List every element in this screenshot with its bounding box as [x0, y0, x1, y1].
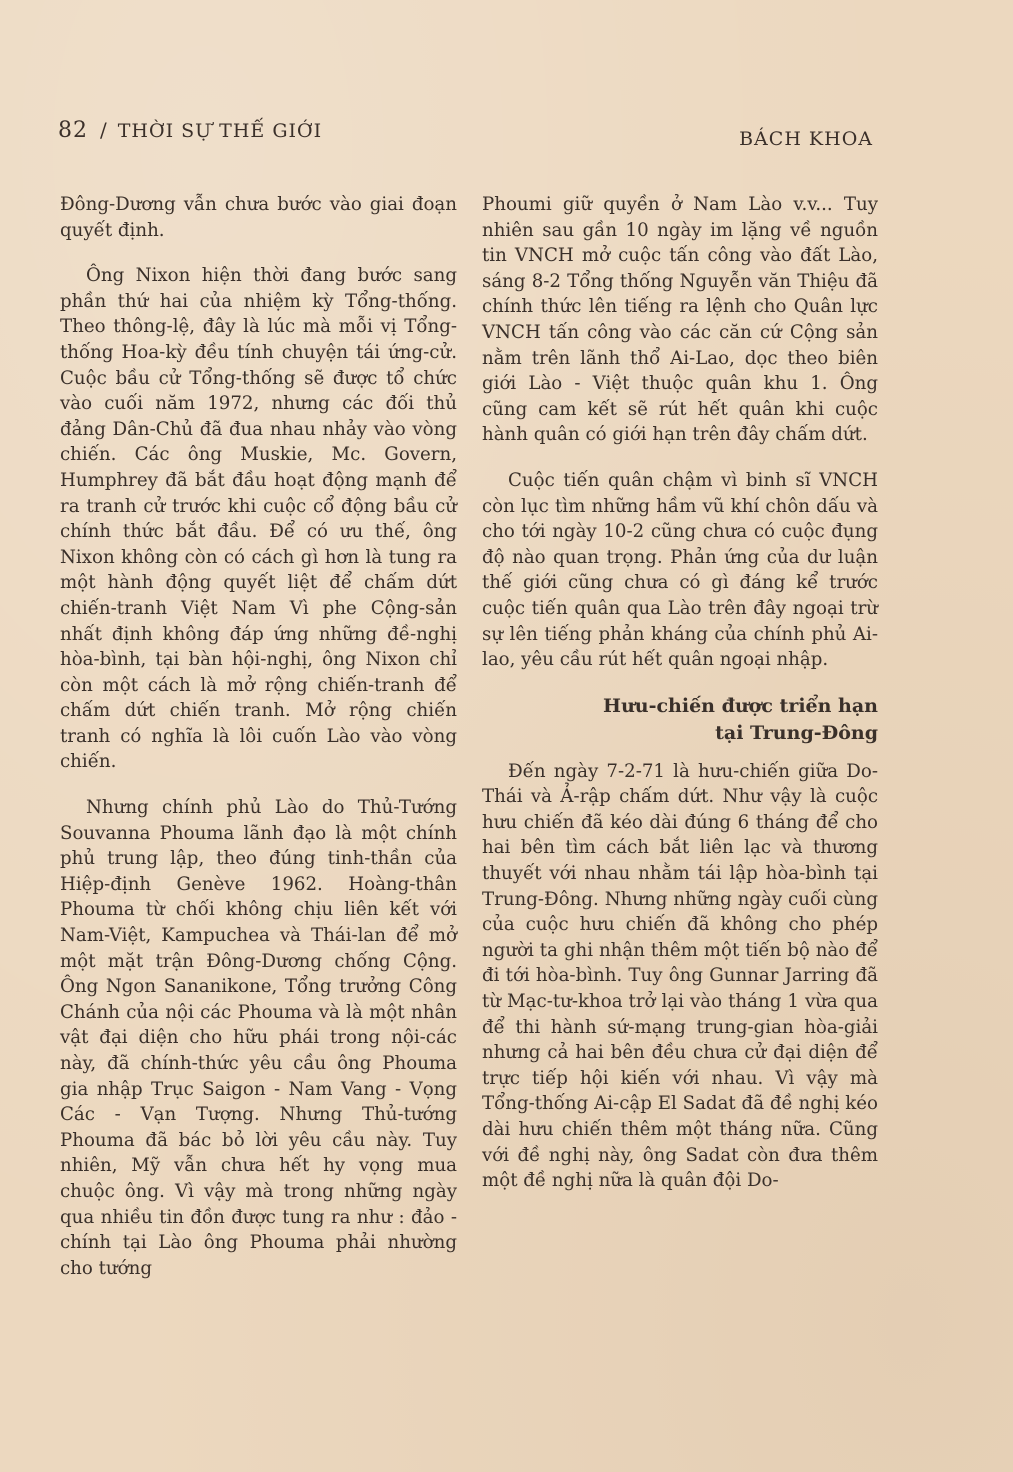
paragraph: Nhưng chính phủ Lào do Thủ-Tướng Souvanna Phouma lãnh đạo là một chính phủ trung lập, theo đúng tinh-thần của Hiệp-định Genève 1962. Hoàng-thân Phouma từ chối không chịu liên kết với Nam-Việt, Kampuchea và Thái-lan để mở một mặt trận Đông-Dương chống Cộng. Ông Ngon Sananikone, Tổng trưởng Công Chánh của nội các Phouma và là một nhân vật đại diện cho hữu phái trong nội-các này, đã chính-thức yêu cầu ông Phouma gia nhập Trục Saigon - Nam Vang - Vọng Các - Vạn Tượng. Nhưng Thủ-tướng Phouma đã bác bỏ lời yêu cầu này. Tuy nhiên, Mỹ vẫn chưa hết hy vọng mua chuộc ông. Vì vậy mà trong những ngày qua nhiều tin đồn được tung ra như : đảo - chính tại Lào ông Phouma phải nhường cho tướng: [60, 797, 457, 1279]
page-number: 82: [58, 118, 88, 143]
magazine-name: BÁCH KHOA: [739, 128, 873, 150]
section-title: THỜI SỰ THẾ GIỚI: [117, 120, 323, 142]
paragraph: Phoumi giữ quyền ở Nam Lào v.v... Tuy nhiên sau gần 10 ngày im lặng về nguồn tin VNCH mở cuộc tấn công vào đất Lào, sáng 8-2 Tổng thống Nguyễn văn Thiệu đã chính thức lên tiếng ra lệnh cho Quân lực VNCH tấn công vào các căn cứ Cộng sản nằm trên lãnh thổ Ai-Lao, dọc theo biên giới Lào - Việt thuộc quân khu 1. Ông cũng cam kết sẽ rút hết quân khi cuộc hành quân có giới hạn trên đây chấm dứt.: [482, 194, 878, 446]
subheading: [482, 693, 878, 747]
right-column: [482, 192, 878, 1194]
paragraph: Cuộc tiến quân chậm vì binh sĩ VNCH còn lục tìm những hầm vũ khí chôn dấu và cho tới ngày 10-2 cũng chưa có cuộc đụng độ nào quan trọng. Phản ứng của dư luận thế giới cũng chưa có gì đáng kể trước cuộc tiến quân qua Lào trên đây ngoại trừ sự lên tiếng phản kháng của chính phủ Ai-lao, yêu cầu rút hết quân ngoại nhập.: [482, 469, 878, 671]
paragraph: Đông-Dương vẫn chưa bước vào giai đoạn quyết định.: [60, 194, 457, 241]
left-column: [60, 192, 457, 1281]
header-separator: /: [100, 118, 108, 142]
paragraph: Ông Nixon hiện thời đang bước sang phần thứ hai của nhiệm kỳ Tổng-thống. Theo thông-lệ, đây là lúc mà mỗi vị Tổng-thống Hoa-kỳ đều tính chuyện tái ứng-cử. Cuộc bầu cử Tổng-thống sẽ được tổ chức vào cuối năm 1972, nhưng các đối thủ đảng Dân-Chủ đã đua nhau nhảy vào vòng chiến. Các ông Muskie, Mc. Govern, Humphrey đã bắt đầu hoạt động mạnh để ra tranh cử trước khi cuộc cổ động bầu cử chính thức bắt đầu. Để có ưu thế, ông Nixon không còn có cách gì hơn là tung ra một hành động quyết liệt để chấm dứt chiến-tranh Việt Nam Vì phe Cộng-sản nhất định không đáp ứng những đề-nghị hòa-bình, tại bàn hội-nghị, ông Nixon chỉ còn một cách là mở rộng chiến-tranh để chấm dứt chiến tranh. Mở rộng chiến tranh có nghĩa là lôi cuốn Lào vào vòng chiến.: [60, 265, 457, 773]
paragraph: Đến ngày 7-2-71 là hưu-chiến giữa Do-Thái và Ả-rập chấm dứt. Như vậy là cuộc hưu chiến đã kéo dài đúng 6 tháng để cho hai bên tìm cách bắt liên lạc và thương thuyết với nhau nhằm tái lập hòa-bình tại Trung-Đông. Nhưng những ngày cuối cùng của cuộc hưu chiến đã không cho phép người ta ghi nhận thêm một tiến bộ nào để đi tới hòa-bình. Tuy ông Gunnar Jarring đã từ Mạc-tư-khoa trở lại vào tháng 1 vừa qua để thi hành sứ-mạng trung-gian hòa-giải nhưng cả hai bên đều chưa cử đại diện để trực tiếp hội kiến với nhau. Vì vậy mà Tổng-thống Ai-cập El Sadat đã đề nghị kéo dài hưu chiến thêm một tháng nữa. Cũng với đề nghị này, ông Sadat còn đưa thêm một đề nghị nữa là quân đội Do-: [482, 760, 878, 1192]
subheading-line: tại Trung-Đông: [715, 721, 878, 744]
subheading-line: Hưu-chiến được triển hạn: [603, 694, 878, 717]
